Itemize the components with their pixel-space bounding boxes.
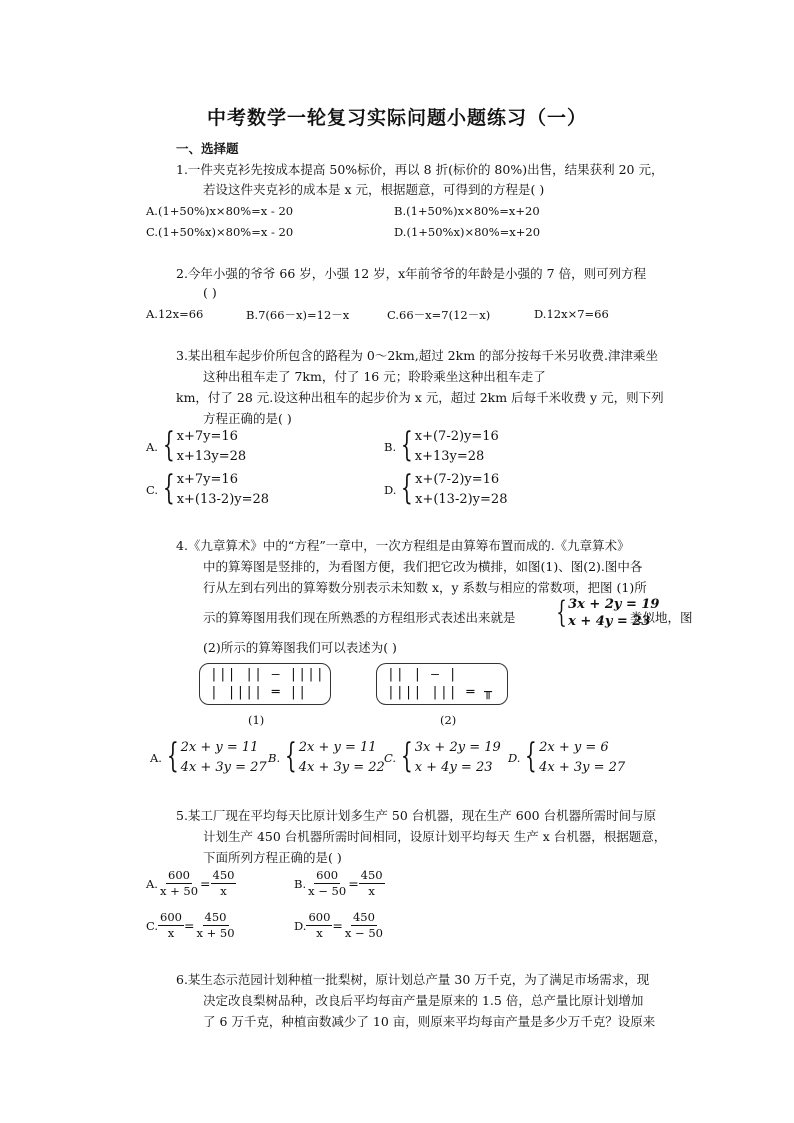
- q1-option-c: C.(1+50%x)×80%=x - 20: [146, 225, 294, 239]
- option-label: B.: [294, 876, 307, 891]
- equation-line: x+(7-2)y=16: [414, 429, 499, 444]
- q2-line1: 2.今年小强的爷爷 66 岁，小强 12 岁，x年前爷爷的年龄是小强的 7 倍，则可列方程: [176, 266, 647, 281]
- option-label: A.: [150, 751, 162, 765]
- equation-line: 4x + 3y = 27: [180, 760, 267, 775]
- equation-line: x + 4y = 23: [568, 614, 651, 629]
- equals-sign: =: [184, 918, 195, 933]
- brace-icon: {: [162, 425, 175, 465]
- equation-line: x+13y=28: [176, 449, 247, 464]
- equals-sign: =: [348, 876, 359, 891]
- fraction: $\frac{600}{x}$: [160, 910, 182, 940]
- section-heading: 一、选择题: [176, 141, 239, 156]
- brace-icon: {: [401, 468, 414, 508]
- fraction: $\frac{450}{x + 50}$: [196, 910, 235, 940]
- q4-line2: 中的算筹图是竖排的，为看图方便，我们把它改为横排，如图(1)、图(2).图中各: [203, 559, 643, 574]
- equation-line: 3x + 2y = 19: [414, 740, 501, 755]
- figure-2-caption: (2): [440, 713, 457, 727]
- q4-option-a: [150, 738, 267, 778]
- q4-line5: (2)所示的算筹图我们可以表述为( ): [203, 640, 397, 655]
- equation-line: x+(13-2)y=28: [176, 492, 270, 507]
- q1-option-b: B.(1+50%)x×80%=x+20: [394, 204, 540, 218]
- q5-option-d: [294, 910, 385, 941]
- option-label: C.: [146, 483, 159, 497]
- equals-sign: =: [332, 918, 343, 933]
- figure-1-row1: ||| || — ||||: [210, 667, 325, 682]
- option-label: D.: [508, 751, 521, 765]
- q3-line4: 方程正确的是( ): [203, 411, 292, 426]
- option-label: C.: [384, 751, 397, 765]
- fraction: $\frac{450}{x - 50}$: [344, 910, 383, 940]
- option-label: D.: [294, 918, 307, 933]
- q4-line1: 4.《九章算术》中的“方程”一章中，一次方程组是由算筹布置而成的.《九章算术》: [176, 538, 630, 553]
- page-title: 中考数学一轮复习实际问题小题练习（一）: [207, 107, 588, 129]
- equation-line: x+(7-2)y=16: [415, 472, 500, 487]
- equation-line: x+7y=16: [176, 472, 238, 487]
- q6-line1: 6.某生态示范园计划种植一批梨树，原计划总产量 30 万千克，为了满足市场需求，现: [176, 972, 650, 987]
- brace-icon: {: [284, 736, 297, 776]
- q4-line4: 示的算筹图用我们现在所熟悉的方程组形式表述出来就是: [203, 610, 516, 625]
- q3-option-a: [146, 427, 246, 467]
- q4-line3: 行从左到右列出的算筹数分别表示未知数 x，y 系数与相应的常数项，把图 (1)所: [203, 580, 647, 595]
- q1-line1: 1.一件夹克衫先按成本提高 50%标价，再以 8 折(标价的 80%)出售，结果获利 20 元，: [176, 162, 664, 177]
- q5-line1: 5.某工厂现在平均每天比原计划多生产 50 台机器，现在生产 600 台机器所需时间与原: [176, 808, 657, 823]
- fraction: $\frac{600}{x}$: [308, 910, 331, 940]
- option-label: B.: [268, 751, 281, 765]
- q3-option-b: [384, 427, 499, 467]
- q3-option-d: [384, 470, 507, 510]
- equation-line: x + 4y = 23: [414, 760, 493, 775]
- q5-line2: 计划生产 450 台机器所需时间相同，设原计划平均每天 生产 x 台机器，根据题意，: [203, 829, 667, 844]
- q3-line1: 3.某出租车起步价所包含的路程为 0～2km,超过 2km 的部分按每千米另收费.津津乘坐: [176, 348, 659, 363]
- q4-option-c: [384, 738, 501, 778]
- brace-icon: {: [400, 425, 413, 465]
- equation-line: 3x + 2y = 19: [568, 597, 660, 612]
- q5-option-a: [146, 868, 236, 899]
- q3-line2: 这种出租车走了 7km，付了 16 元；聆聆乘坐这种出租车走了: [203, 369, 546, 384]
- equation-line: 4x + 3y = 27: [539, 760, 626, 775]
- q4-option-b: [268, 738, 385, 778]
- q5-line3: 下面所列方程正确的是( ): [203, 850, 342, 865]
- q2-option-c: C.66－x=7(12－x): [387, 308, 491, 322]
- brace-icon: {: [400, 736, 413, 776]
- fraction: $\frac{450}{x}$: [360, 868, 383, 898]
- q2-line2: ( ): [203, 285, 217, 300]
- fraction: $\frac{450}{x}$: [212, 868, 235, 898]
- equation-line: x+7y=16: [176, 429, 238, 444]
- brace-icon: {: [525, 736, 538, 776]
- option-label: A.: [146, 440, 158, 454]
- figure-1-row2: | |||| ═ ||: [210, 685, 308, 700]
- q1-line2: 若设这件夹克衫的成本是 x 元，根据题意，可得到的方程是( ): [203, 182, 545, 197]
- fraction: $\frac{600}{x - 50}$: [308, 868, 347, 898]
- option-label: C.: [146, 918, 159, 933]
- figure-2-row2: |||| ||| ═ ╥: [387, 685, 493, 700]
- brace-icon: {: [162, 468, 175, 508]
- fraction: $\frac{600}{x + 50}$: [159, 868, 199, 898]
- figure-2-row1: || | — |: [387, 667, 458, 682]
- q3-option-c: [146, 470, 269, 510]
- q2-option-d: D.12x×7=66: [534, 307, 609, 321]
- equation-line: 2x + y = 6: [539, 740, 609, 755]
- option-label: A.: [146, 876, 158, 891]
- equals-sign: =: [200, 876, 211, 891]
- q2-option-a: A.12x=66: [146, 307, 204, 321]
- equation-line: 2x + y = 11: [298, 740, 377, 755]
- brace-icon: {: [166, 736, 179, 776]
- q5-option-b: [294, 868, 385, 899]
- equation-line: 2x + y = 11: [180, 740, 259, 755]
- q1-option-d: D.(1+50%x)×80%=x+20: [394, 225, 541, 239]
- option-label: D.: [384, 483, 397, 497]
- equation-line: x+13y=28: [414, 449, 485, 464]
- q6-line3: 了 6 万千克，种植亩数减少了 10 亩，则原来平均每亩产量是多少万千克？设原来: [203, 1014, 656, 1029]
- equation-line: 4x + 3y = 22: [298, 760, 385, 775]
- q1-option-a: A.(1+50%)x×80%=x - 20: [146, 204, 294, 218]
- q6-line2: 决定改良梨树品种，改良后平均每亩产量是原来的 1.5 倍，总产量比原计划增加: [203, 993, 644, 1008]
- q5-option-c: [146, 910, 237, 941]
- q3-line3: km，付了 28 元.设这种出租车的起步价为 x 元，超过 2km 后每千米收费 y 元，则下列: [176, 390, 664, 405]
- figure-1-caption: (1): [248, 713, 265, 727]
- brace-icon: {: [556, 595, 567, 630]
- q2-option-b: B.7(66－x)=12－x: [246, 308, 350, 322]
- q4-line4b: 类似地，图: [630, 610, 693, 625]
- equation-line: x+(13-2)y=28: [415, 492, 508, 507]
- option-label: B.: [384, 440, 397, 454]
- q4-option-d: [508, 738, 625, 778]
